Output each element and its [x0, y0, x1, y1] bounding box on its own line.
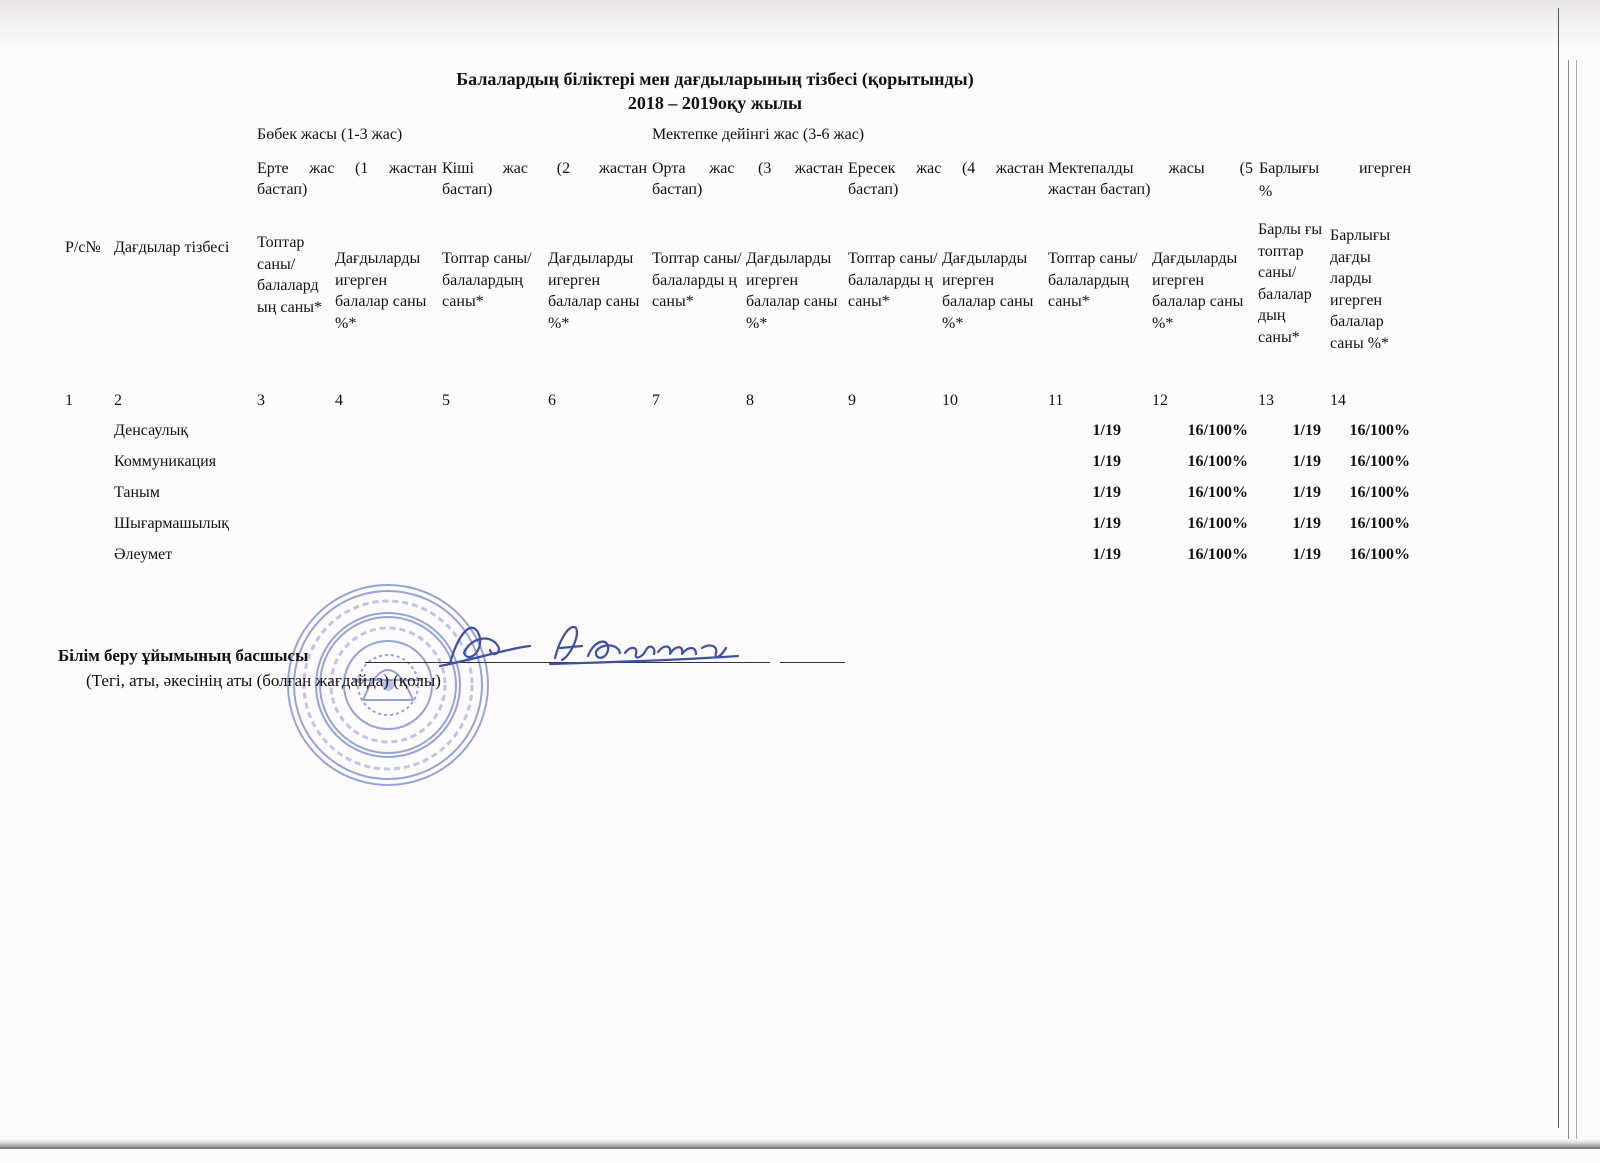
col-number: 5	[442, 392, 450, 409]
cell-c14: 16/100%	[1349, 546, 1410, 563]
cell-c14: 16/100%	[1349, 453, 1410, 470]
cell-c13: 1/19	[1292, 515, 1321, 532]
group-infant-header: Бөбек жасы (1-3 жас)	[257, 126, 403, 143]
col-no-header: Р/с№	[65, 239, 101, 256]
cell-c11: 1/19	[1092, 515, 1121, 532]
cell-c13: 1/19	[1292, 453, 1321, 470]
cell-c11: 1/19	[1092, 546, 1121, 563]
cell-c13: 1/19	[1292, 546, 1321, 563]
age-middle-line2: бастап)	[652, 181, 703, 198]
col8-header: Дағдыларды игерген балалар саны %*	[746, 250, 838, 332]
age-senior-line2: бастап)	[848, 181, 899, 198]
col7-header: Топтар саны/ балаларды ң саны*	[652, 250, 742, 310]
col5-header: Топтар саны/ балалардың саны*	[442, 250, 532, 310]
document-subtitle: 2018 – 2019оқу жылы	[627, 93, 803, 113]
col-number: 8	[746, 392, 754, 409]
scan-top-shadow	[0, 0, 1600, 48]
document-title: Балалардың біліктері мен дағдыларының тізбесі (қорытынды)	[456, 69, 974, 89]
col14-header: Барлығы дағды ларды игерген балалар саны %*	[1330, 227, 1391, 352]
col-number: 3	[257, 392, 265, 409]
skill-name: Әлеумет	[114, 546, 173, 563]
col-number: 11	[1048, 392, 1064, 409]
age-prep-line1: Мектепалды жасы (5	[1048, 160, 1253, 177]
col12-header: Дағдыларды игерген балалар саны %*	[1152, 250, 1244, 332]
age-early-line1: Ерте жас (1 жастан	[257, 160, 437, 177]
col-number: 14	[1330, 392, 1346, 409]
page-edge	[1568, 60, 1570, 1140]
head-label: Білім беру ұйымының басшысы	[58, 646, 309, 665]
col-skills-header: Дағдылар тізбесі	[114, 239, 230, 256]
skill-name: Шығармашылық	[114, 515, 230, 532]
total-header-line2: %	[1259, 183, 1273, 200]
col13-header: Барлы ғы топтар саны/ балалар дың саны*	[1258, 221, 1323, 346]
col3-header: Топтар саны/ балалард ың саны*	[257, 234, 323, 316]
skill-name: Таным	[114, 484, 160, 501]
skill-name: Коммуникация	[114, 453, 217, 470]
page-edge	[1576, 60, 1578, 1140]
cell-c12: 16/100%	[1187, 546, 1248, 563]
age-junior-line2: бастап)	[442, 181, 493, 198]
col4-header: Дағдыларды игерген балалар саны %*	[335, 250, 427, 332]
col-number: 10	[942, 392, 958, 409]
cell-c12: 16/100%	[1187, 453, 1248, 470]
col-number: 4	[335, 392, 343, 409]
cell-c12: 16/100%	[1187, 484, 1248, 501]
col-number: 2	[114, 392, 122, 409]
cell-c11: 1/19	[1092, 484, 1121, 501]
col-number: 1	[65, 392, 73, 409]
age-junior-line1: Кіші жас (2 жастан	[442, 160, 647, 177]
handwritten-signature	[420, 608, 750, 678]
page-edge-bottom	[0, 1139, 1600, 1149]
col-number: 12	[1152, 392, 1168, 409]
signature-line-gap	[770, 656, 780, 664]
cell-c14: 16/100%	[1349, 515, 1410, 532]
cell-c13: 1/19	[1292, 422, 1321, 439]
cell-c14: 16/100%	[1349, 422, 1410, 439]
col10-header: Дағдыларды игерген балалар саны %*	[942, 250, 1034, 332]
name-note: (Тегі, аты, әкесінің аты (болған жағдайда) (қолы)	[86, 671, 441, 690]
cell-c14: 16/100%	[1349, 484, 1410, 501]
group-preschool-header: Мектепке дейінгі жас (3-6 жас)	[652, 126, 865, 143]
col9-header: Топтар саны/ балаларды ң саны*	[848, 250, 938, 310]
col-number: 6	[548, 392, 556, 409]
page-edge	[1558, 8, 1560, 1128]
cell-c12: 16/100%	[1187, 422, 1248, 439]
cell-c13: 1/19	[1292, 484, 1321, 501]
col6-header: Дағдыларды игерген балалар саны %*	[548, 250, 640, 332]
cell-c11: 1/19	[1092, 453, 1121, 470]
age-middle-line1: Орта жас (3 жастан	[652, 160, 843, 177]
col-number: 7	[652, 392, 660, 409]
col-number: 9	[848, 392, 856, 409]
col11-header: Топтар саны/ балалардың саны*	[1048, 250, 1138, 310]
cell-c11: 1/19	[1092, 422, 1121, 439]
col-number: 13	[1258, 392, 1274, 409]
total-header-line1: Барлығы игерген	[1259, 160, 1411, 177]
skill-name: Денсаулық	[114, 422, 189, 439]
age-prep-line2: жастан бастап)	[1048, 181, 1151, 198]
age-senior-line1: Ересек жас (4 жастан	[848, 160, 1044, 177]
cell-c12: 16/100%	[1187, 515, 1248, 532]
age-early-line2: бастап)	[257, 181, 308, 198]
